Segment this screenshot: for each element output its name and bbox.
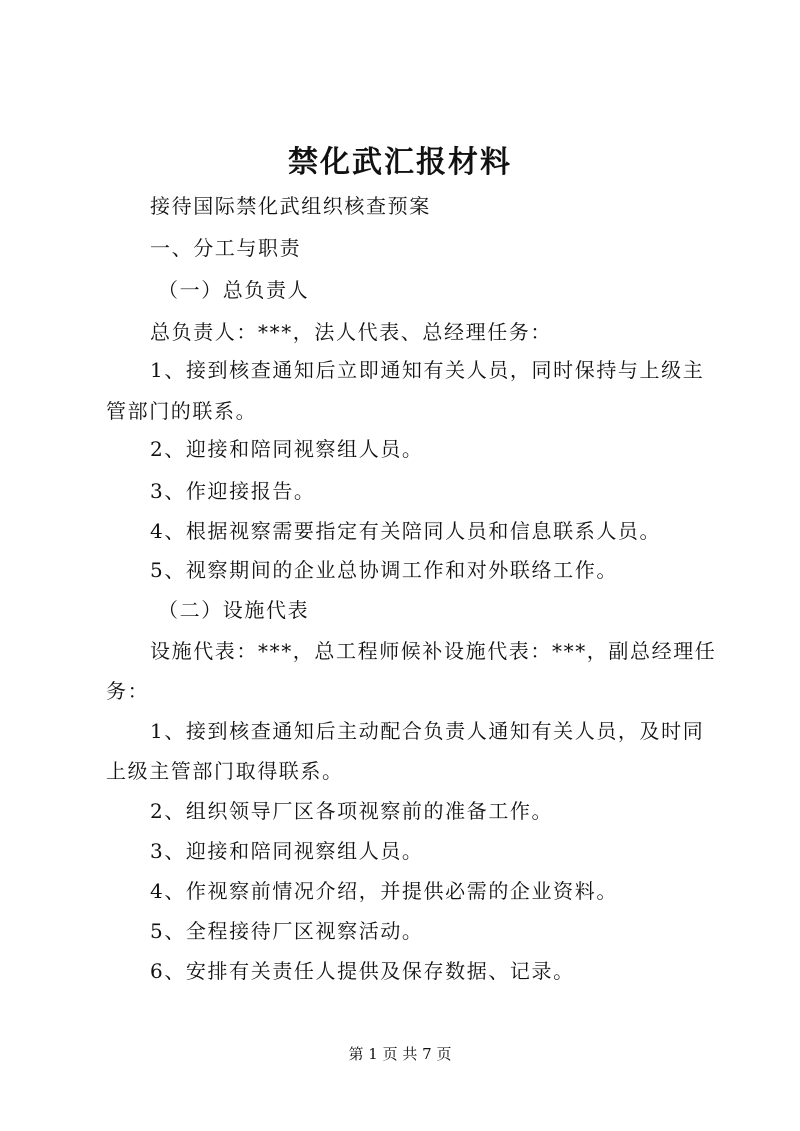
list-item: 5、全程接待厂区视察活动。 — [150, 919, 424, 943]
subsection-heading: （一）总负责人 — [158, 278, 310, 302]
paragraph-line: 总负责人：***，法人代表、总经理任务： — [150, 320, 552, 344]
list-item: 6、安排有关责任人提供及保存数据、记录。 — [150, 959, 575, 983]
list-item: 3、迎接和陪同视察组人员。 — [150, 839, 424, 863]
list-item: 1、接到核查通知后立即通知有关人员，同时保持与上级主 — [150, 358, 705, 382]
list-item: 1、接到核查通知后主动配合负责人通知有关人员，及时同 — [150, 719, 705, 743]
paragraph-line: 设施代表：***，总工程师候补设施代表：***，副总经理任 — [150, 639, 717, 663]
subsection-heading: （二）设施代表 — [158, 598, 310, 622]
list-item: 2、组织领导厂区各项视察前的准备工作。 — [150, 799, 554, 823]
list-item: 3、作迎接报告。 — [150, 479, 316, 503]
list-item-continuation: 上级主管部门取得联系。 — [106, 759, 344, 783]
paragraph-continuation: 务： — [106, 679, 150, 703]
paragraph-line: 接待国际禁化武组织核查预案 — [150, 194, 431, 218]
list-item: 5、视察期间的企业总协调工作和对外联络工作。 — [150, 558, 618, 582]
list-item: 4、根据视察需要指定有关陪同人员和信息联系人员。 — [150, 519, 662, 543]
list-item: 4、作视察前情况介绍，并提供必需的企业资料。 — [150, 879, 618, 903]
list-item: 2、迎接和陪同视察组人员。 — [150, 437, 424, 461]
document-title: 禁化武汇报材料 — [288, 145, 512, 180]
page-number-footer: 第 1 页 共 7 页 — [348, 1045, 452, 1063]
list-item-continuation: 管部门的联系。 — [106, 399, 258, 423]
section-heading: 一、分工与职责 — [150, 236, 302, 260]
